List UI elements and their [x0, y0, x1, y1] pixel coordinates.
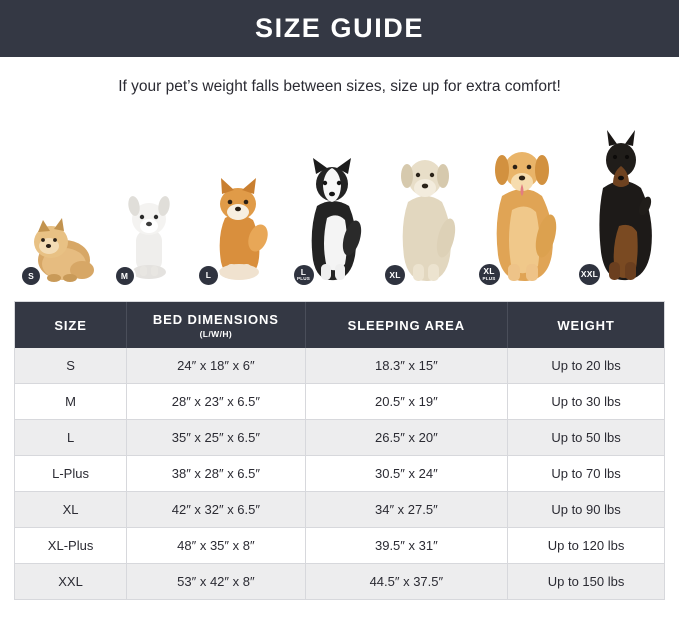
cell-size: M: [15, 384, 127, 420]
size-badge-l: L: [199, 266, 218, 285]
shiba-inu-svg: [201, 172, 275, 282]
table-row: [15, 492, 664, 528]
page-header: [0, 0, 679, 57]
table-row: [15, 456, 664, 492]
subtitle-text: If your pet’s weight falls between sizes, size up for extra comfort!: [118, 78, 561, 95]
table-row: [15, 384, 664, 420]
cell-weight: Up to 50 lbs: [508, 420, 664, 456]
table-header-row: [15, 302, 664, 348]
doberman-icon: [583, 130, 659, 287]
column-header-size: SIZE: [15, 302, 127, 348]
cell-size: XL: [15, 492, 127, 528]
page-title: SIZE GUIDE: [254, 13, 425, 43]
size-table-body: [15, 348, 664, 600]
labrador-svg: [388, 146, 460, 282]
cell-bed: 24″ x 18″ x 6″: [127, 348, 305, 384]
cell-sleep: 20.5″ x 19″: [305, 384, 507, 420]
table-row: [15, 348, 664, 384]
cell-size: L-Plus: [15, 456, 127, 492]
cell-weight: Up to 120 lbs: [508, 528, 664, 564]
dog-figure-l: [201, 172, 275, 287]
cell-bed: 38″ x 28″ x 6.5″: [127, 456, 305, 492]
cell-sleep: 18.3″ x 15″: [305, 348, 507, 384]
column-header-weight: WEIGHT: [508, 302, 664, 348]
size-table-container: [14, 301, 665, 600]
size-badge-s: S: [22, 267, 40, 285]
cell-sleep: 44.5″ x 37.5″: [305, 564, 507, 600]
table-row: [15, 420, 664, 456]
table-row: [15, 564, 664, 600]
cell-sleep: 34″ x 27.5″: [305, 492, 507, 528]
doberman-svg: [583, 130, 659, 282]
dog-figure-l-plus: [297, 154, 367, 287]
size-badge-l-plus: L PLUS: [294, 265, 314, 285]
size-badge-xxl: XXL: [579, 264, 600, 285]
size-badge-m: M: [116, 267, 134, 285]
size-table: [15, 302, 664, 600]
cell-sleep: 26.5″ x 20″: [305, 420, 507, 456]
size-badge-xl: XL: [385, 265, 405, 285]
cell-size: XXL: [15, 564, 127, 600]
column-header-bed-dimensions: BED DIMENSIONS (L/W/H): [127, 302, 305, 348]
dog-figure-xl: [388, 146, 460, 287]
cell-weight: Up to 30 lbs: [508, 384, 664, 420]
cell-weight: Up to 150 lbs: [508, 564, 664, 600]
cell-bed: 48″ x 35″ x 8″: [127, 528, 305, 564]
size-table-head: [15, 302, 664, 348]
dog-figure-xxl: [580, 130, 659, 287]
column-header-sleeping-area: SLEEPING AREA: [305, 302, 507, 348]
cell-bed: 28″ x 23″ x 6.5″: [127, 384, 305, 420]
dog-figure-s: [24, 204, 96, 287]
table-row: [15, 528, 664, 564]
golden-retriever-svg: [482, 138, 562, 282]
border-collie-svg: [297, 154, 367, 282]
dog-size-illustrations: [14, 117, 665, 287]
cell-weight: Up to 70 lbs: [508, 456, 664, 492]
cell-sleep: 39.5″ x 31″: [305, 528, 507, 564]
dog-figure-m: [118, 186, 180, 287]
cell-bed: 42″ x 32″ x 6.5″: [127, 492, 305, 528]
size-badge-xl-plus: XL PLUS: [479, 264, 500, 285]
cell-weight: Up to 20 lbs: [508, 348, 664, 384]
cell-size: S: [15, 348, 127, 384]
subtitle-container: [0, 57, 679, 117]
cell-size: L: [15, 420, 127, 456]
dog-figure-xl-plus: [482, 138, 562, 287]
cell-sleep: 30.5″ x 24″: [305, 456, 507, 492]
cell-bed: 53″ x 42″ x 8″: [127, 564, 305, 600]
cell-bed: 35″ x 25″ x 6.5″: [127, 420, 305, 456]
cell-weight: Up to 90 lbs: [508, 492, 664, 528]
cell-size: XL-Plus: [15, 528, 127, 564]
